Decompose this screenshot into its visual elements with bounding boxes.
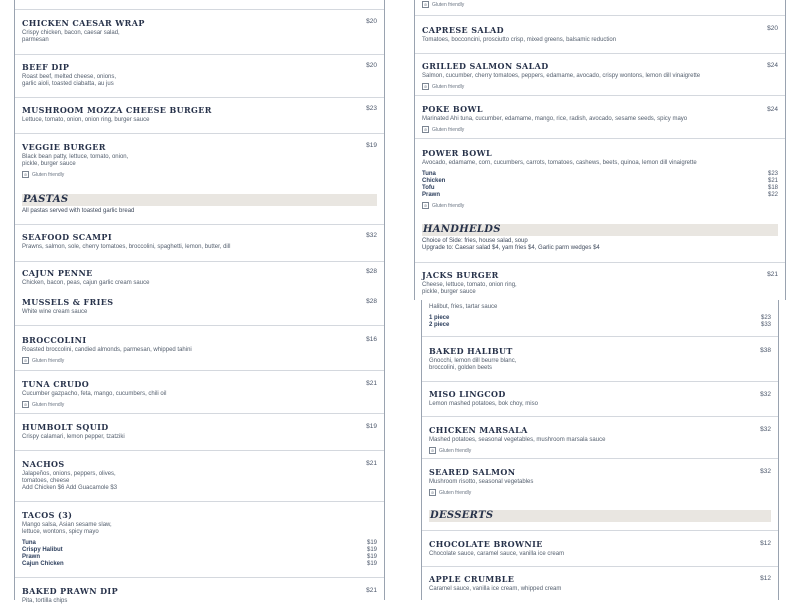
item-price: $32 (366, 232, 377, 239)
item-description: Chocolate sauce, caramel sauce, vanilla ice cream (429, 551, 565, 557)
menu-item-tuna-crudo (15, 371, 384, 414)
item-price: $20 (366, 18, 377, 25)
gluten-friendly-badge: ⊘ Gluten friendly (423, 83, 465, 90)
item-price: $19 (366, 423, 377, 430)
item-description: Crispy chicken, bacon, caesar salad, parmesan (22, 30, 120, 43)
gluten-friendly-icon: ⊘ (23, 358, 28, 363)
item-name: MISO LINGCOD (429, 389, 506, 399)
item-price: $12 (760, 540, 771, 547)
menu-item-seared-salmon (422, 459, 778, 501)
section-note: Choice of Side: fries, house salad, soup Upgrade to: Caesar salad $4, yam fries $4, Garlic parm wedges $4 (422, 238, 600, 251)
menu-item-veggie-burger (15, 134, 384, 186)
menu-panel-top-right (414, 0, 786, 300)
item-description: Jalapeños, onions, peppers, olives, tomatoes, cheese Add Chicken $6 Add Guacamole $3 (22, 471, 118, 491)
item-description: White wine cream sauce (22, 309, 88, 315)
item-price: $12 (760, 575, 771, 582)
menu-panel-top-left (14, 0, 385, 300)
item-price: $21 (366, 460, 377, 467)
item-name: CHICKEN MARSALA (429, 425, 528, 435)
menu-item-cajun-penne (15, 262, 384, 300)
option-row: Tuna $23 (422, 171, 778, 177)
item-name: NACHOS (22, 459, 65, 469)
item-description: Mushroom risotto, seasonal vegetables (429, 479, 534, 485)
item-price: $21 (767, 271, 778, 278)
item-name: APPLE CRUMBLE (429, 574, 515, 584)
item-name: BAKED HALIBUT (429, 346, 513, 356)
item-name: VEGGIE BURGER (22, 142, 106, 152)
item-description: Cheese, lettuce, tomato, onion ring, pickle, burger sauce (422, 282, 517, 295)
menu-item-chicken-caesar-wrap (15, 10, 384, 55)
option-list (429, 315, 771, 329)
menu-item-baked-prawn-dip (15, 578, 384, 608)
item-price: $32 (760, 468, 771, 475)
item-price: $38 (760, 347, 771, 354)
menu-item-caprese-salad (415, 16, 785, 54)
option-row: Chicken $21 (422, 178, 778, 184)
section-note: All pastas served with toasted garlic bread (22, 208, 135, 214)
item-price: $24 (767, 62, 778, 69)
item-name: SEARED SALMON (429, 467, 516, 477)
option-row: Tofu $18 (422, 185, 778, 191)
option-row: Prawn $19 (22, 554, 377, 560)
section-title: HANDHELDS (422, 224, 778, 236)
gluten-friendly-badge: ⊘ Gluten friendly (423, 1, 465, 8)
item-name: BEEF DIP (22, 62, 70, 72)
item-description: Black bean patty, lettuce, tomato, onion, pickle, burger sauce (22, 154, 129, 167)
gluten-friendly-icon: ⊘ (423, 203, 428, 208)
section-handhelds (415, 224, 785, 263)
menu-item-apple-crumble (422, 567, 778, 600)
item-name: TACOS (3) (22, 510, 73, 520)
item-name: GRILLED SALMON SALAD (422, 61, 549, 71)
item-name: MUSHROOM MOZZA CHEESE BURGER (22, 105, 212, 115)
gluten-friendly-icon: ⊘ (430, 448, 435, 453)
item-price: $20 (767, 25, 778, 32)
item-name: MUSSELS & FRIES (22, 297, 114, 307)
menu-item-baked-halibut (422, 337, 778, 382)
menu-panel-bottom-right (421, 300, 779, 600)
item-name: CHOCOLATE BROWNIE (429, 539, 543, 549)
item-description: Lemon mashed potatoes, bok choy, miso (429, 401, 538, 407)
item-name: JACKS BURGER (422, 270, 499, 280)
gluten-friendly-icon: ⊘ (430, 490, 435, 495)
menu-item-beef-dip (15, 55, 384, 98)
menu-item-fish-and-chips (422, 300, 778, 337)
gluten-friendly-badge: ⊘ Gluten friendly (430, 447, 472, 454)
menu-item-chicken-marsala (422, 417, 778, 459)
item-price: $24 (767, 106, 778, 113)
item-price: $32 (760, 391, 771, 398)
item-price: $28 (366, 268, 377, 275)
option-row: 2 piece $33 (429, 322, 771, 328)
item-price: $19 (366, 142, 377, 149)
item-name: TUNA CRUDO (22, 379, 90, 389)
gluten-friendly-badge: ⊘ Gluten friendly (23, 171, 65, 178)
item-description: Gnocchi, lemon dill beurre blanc, broccolini, golden beets (429, 358, 517, 371)
menu-item-tacos (15, 502, 384, 578)
gluten-friendly-badge: ⊘ Gluten friendly (430, 489, 472, 496)
menu-item-mushroom-mozza-burger (15, 98, 384, 134)
menu-item-chocolate-brownie (422, 531, 778, 567)
item-description: Lettuce, tomato, onion, onion ring, burger sauce (22, 117, 150, 123)
gluten-friendly-icon: ⊘ (23, 402, 28, 407)
item-name: HUMBOLT SQUID (22, 422, 109, 432)
item-description: Prawns, salmon, sole, cherry tomatoes, broccolini, spaghetti, lemon, butter, dill (22, 244, 231, 250)
gluten-friendly-icon: ⊘ (423, 84, 428, 89)
item-description: Caramel sauce, vanilla ice cream, whipped cream (429, 586, 562, 592)
menu-item-miso-lingcod (422, 382, 778, 417)
section-title: DESSERTS (429, 510, 771, 522)
item-price: $16 (366, 336, 377, 343)
item-description: Halibut, fries, tartar sauce (429, 304, 498, 310)
item-description: Mango salsa, Asian sesame slaw, lettuce, wontons, spicy mayo (22, 522, 112, 535)
gluten-friendly-badge: ⊘ Gluten friendly (23, 401, 65, 408)
item-name: SEAFOOD SCAMPI (22, 232, 112, 242)
menu-item-broccolini (15, 326, 384, 371)
option-list (22, 540, 377, 568)
item-description: Roasted broccolini, candied almonds, parmesan, whipped tahini (22, 347, 192, 353)
item-name: BROCCOLINI (22, 335, 87, 345)
item-price: $21 (366, 380, 377, 387)
option-row: Prawn $22 (422, 192, 778, 198)
item-description: Tomatoes, bocconcini, prosciutto crisp, mixed greens, balsamic reduction (422, 37, 617, 43)
menu-item-seafood-scampi (15, 225, 384, 262)
item-description: Cucumber gazpacho, feta, mango, cucumbers, chili oil (22, 391, 167, 397)
item-description: Avocado, edamame, corn, cucumbers, carrots, tomatoes, cashews, beets, quinoa, lemon dill vinaigrette (422, 160, 697, 166)
menu-item (415, 0, 785, 16)
item-price: $23 (366, 105, 377, 112)
item-price: $20 (366, 62, 377, 69)
gluten-friendly-icon: ⊘ (423, 127, 428, 132)
item-name: POKE BOWL (422, 104, 483, 114)
gluten-friendly-badge: ⊘ Gluten friendly (423, 202, 465, 209)
option-list (422, 171, 778, 199)
menu-item-jacks-burger (415, 263, 785, 300)
item-description: Pita, tortilla chips (22, 598, 68, 604)
menu-item-humbolt-squid (15, 414, 384, 451)
item-name: CHICKEN CAESAR WRAP (22, 18, 145, 28)
item-description: Roast beef, melted cheese, onions, garlic aioli, toasted ciabatta, au jus (22, 74, 117, 87)
item-name: BAKED PRAWN DIP (22, 586, 118, 596)
gluten-friendly-badge: ⊘ Gluten friendly (23, 357, 65, 364)
menu-item-power-bowl (415, 139, 785, 217)
item-description: Crispy calamari, lemon pepper, tzatziki (22, 434, 125, 440)
section-desserts (422, 510, 778, 531)
menu-item (15, 0, 384, 10)
option-row: Cajun Chicken $19 (22, 561, 377, 567)
menu-item-nachos (15, 451, 384, 502)
option-row: Crispy Halibut $19 (22, 547, 377, 553)
gluten-friendly-icon: ⊘ (23, 172, 28, 177)
menu-item-mussels-fries (15, 297, 384, 326)
menu-item-grilled-salmon-salad (415, 54, 785, 96)
menu-item-poke-bowl (415, 96, 785, 139)
item-price: $21 (366, 587, 377, 594)
gluten-friendly-badge: ⊘ Gluten friendly (423, 126, 465, 133)
item-price: $28 (366, 298, 377, 305)
option-row: 1 piece $23 (429, 315, 771, 321)
item-name: CAJUN PENNE (22, 268, 93, 278)
item-description: Marinated Ahi tuna, cucumber, edamame, mango, rice, radish, avocado, sesame seeds, spicy mayo (422, 116, 688, 122)
item-description: Mashed potatoes, seasonal vegetables, mushroom marsala sauce (429, 437, 606, 443)
item-description: Chicken, bacon, peas, cajun garlic cream sauce (22, 280, 150, 286)
item-name: POWER BOWL (422, 148, 492, 158)
item-price: $32 (760, 426, 771, 433)
menu-panel-bottom-left (14, 297, 385, 604)
item-description: Salmon, cucumber, cherry tomatoes, peppers, edamame, avocado, crispy wontons, lemon dill vinaigrette (422, 73, 701, 79)
item-name: CAPRESE SALAD (422, 25, 504, 35)
section-pastas (15, 194, 384, 225)
gluten-friendly-icon: ⊘ (423, 2, 428, 7)
section-title: PASTAS (22, 194, 377, 206)
option-row: Tuna $19 (22, 540, 377, 546)
